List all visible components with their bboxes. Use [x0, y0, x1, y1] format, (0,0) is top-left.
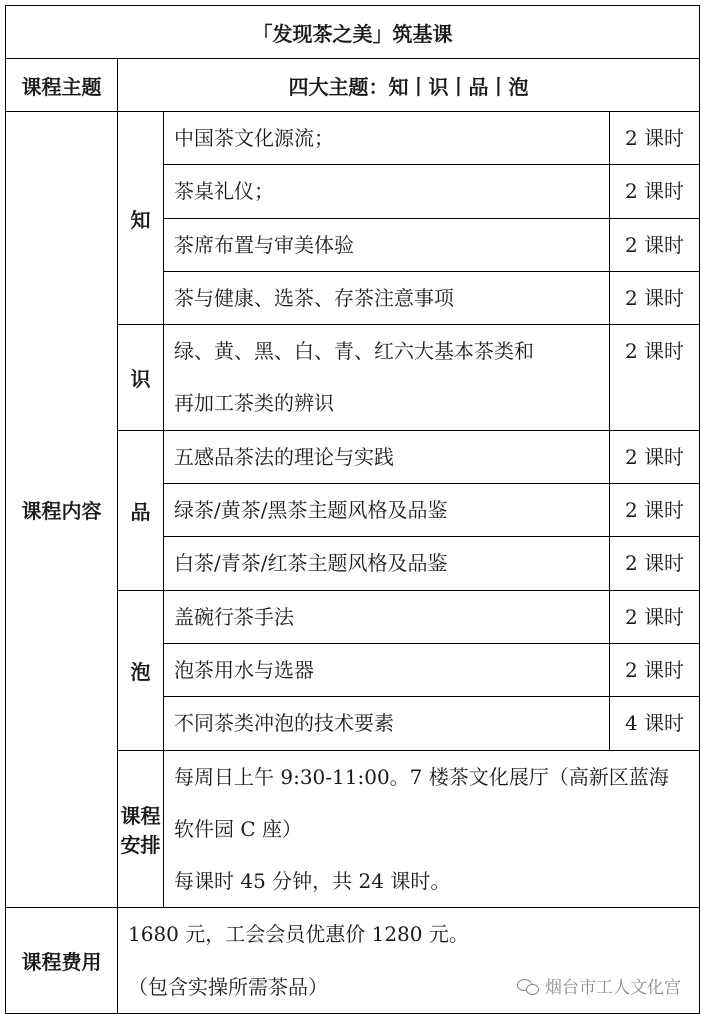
table-row	[6, 112, 700, 165]
item-hours: 2 课时	[610, 484, 700, 537]
item-text: 盖碗行茶手法	[164, 590, 610, 643]
item-hours: 2 课时	[610, 271, 700, 324]
item-text: 绿茶/黄茶/黑茶主题风格及品鉴	[164, 484, 610, 537]
course-table	[5, 5, 700, 1014]
schedule-text: 每周日上午 9:30-11:00。7 楼茶文化展厅（高新区蓝海 软件园 C 座） 每课时 45 分钟，共 24 课时。	[164, 750, 700, 908]
item-text: 中国茶文化源流；	[164, 112, 610, 165]
item-text: 绿、黄、黑、白、青、红六大基本茶类和 再加工茶类的辨识	[164, 325, 610, 431]
wechat-icon	[517, 978, 539, 994]
item-hours: 2 课时	[610, 643, 700, 696]
watermark	[517, 973, 681, 998]
watermark-text: 烟台市工人文化宫	[545, 978, 681, 998]
item-text: 茶席布置与审美体验	[164, 218, 610, 271]
item-text: 茶桌礼仪；	[164, 165, 610, 218]
group-label-shi: 识	[118, 325, 164, 431]
group-label-pao: 泡	[118, 590, 164, 750]
item-text: 不同茶类冲泡的技术要素	[164, 697, 610, 750]
title-row	[6, 6, 700, 59]
theme-label: 课程主题	[6, 59, 118, 112]
item-hours: 2 课时	[610, 218, 700, 271]
group-label-pin: 品	[118, 430, 164, 590]
item-hours: 2 课时	[610, 590, 700, 643]
item-hours: 2 课时	[610, 325, 700, 431]
item-text: 五感品茶法的理论与实践	[164, 430, 610, 483]
item-hours: 2 课时	[610, 430, 700, 483]
item-hours: 2 课时	[610, 537, 700, 590]
item-hours: 4 课时	[610, 697, 700, 750]
fee-text: 1680 元，工会会员优惠价 1280 元。 （包含实操所需茶品）	[118, 908, 700, 1014]
item-text: 白茶/青茶/红茶主题风格及品鉴	[164, 537, 610, 590]
course-title: 「发现茶之美」筑基课	[6, 6, 700, 59]
item-hours: 2 课时	[610, 112, 700, 165]
theme-value: 四大主题：知丨识丨品丨泡	[118, 59, 700, 112]
theme-row	[6, 59, 700, 112]
schedule-label: 课程安排	[118, 750, 164, 908]
content-label: 课程内容	[6, 112, 118, 908]
group-label-zhi: 知	[118, 112, 164, 325]
item-text: 泡茶用水与选器	[164, 643, 610, 696]
item-text: 茶与健康、选茶、存茶注意事项	[164, 271, 610, 324]
item-hours: 2 课时	[610, 165, 700, 218]
fee-label: 课程费用	[6, 908, 118, 1014]
